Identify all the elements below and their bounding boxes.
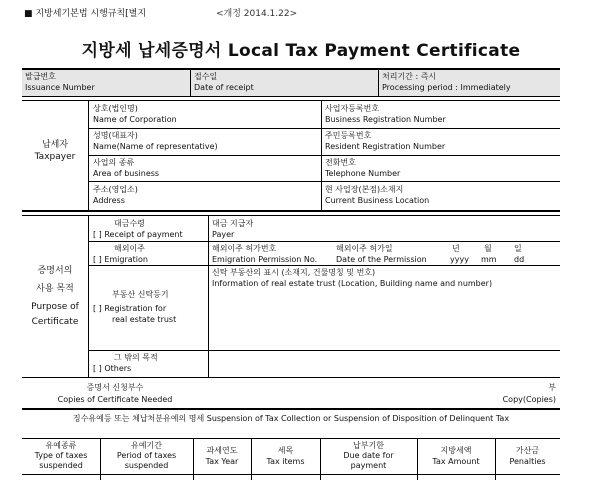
divider bbox=[208, 215, 209, 377]
revision-note: <개정 2014.1.22> bbox=[216, 9, 298, 19]
business-location-en: Current Business Location bbox=[325, 196, 430, 205]
col-due-date-ko: 납부기한 bbox=[353, 441, 384, 450]
divider bbox=[88, 350, 560, 351]
resident-reg-no-en: Resident Registration Number bbox=[325, 142, 446, 151]
copies-label-en: Copies of Certificate Needed bbox=[57, 395, 173, 404]
divider bbox=[22, 215, 560, 216]
divider bbox=[88, 215, 89, 377]
business-area-ko: 사업의 종류 bbox=[93, 158, 135, 167]
receipt-date-label-ko: 접수일 bbox=[194, 72, 218, 81]
suspension-heading: 징수유예등 또는 체납처분유예의 명세 Suspension of Tax Collection or Suspension of Disposition of Delinquent Tax bbox=[72, 414, 510, 423]
payment-receipt-checkbox[interactable]: [ ] Receipt of payment bbox=[93, 230, 183, 239]
emigration-permission-no-ko: 해외이주 허가번호 bbox=[212, 244, 277, 253]
col-suspension-type-en: Type of taxes suspended bbox=[34, 451, 88, 470]
business-reg-no-ko: 사업자등록번호 bbox=[325, 104, 380, 113]
mm-label: mm bbox=[481, 255, 497, 264]
col-tax-amount-en: Tax Amount bbox=[432, 457, 480, 466]
divider bbox=[22, 100, 560, 101]
copies-unit-en: Copy(Copies) bbox=[502, 395, 556, 404]
col-due-date-en: Due date for payment bbox=[343, 451, 394, 470]
emigration-checkbox[interactable]: [ ] Emigration bbox=[93, 255, 148, 264]
year-ko: 년 bbox=[452, 244, 460, 253]
receipt-date-label-en: Date of receipt bbox=[194, 83, 254, 92]
copies-label-ko: 증명서 신청부수 bbox=[86, 383, 144, 392]
corporation-name-ko: 상호(법인명) bbox=[93, 104, 138, 113]
copies-unit-ko: 부 bbox=[548, 383, 556, 392]
payer-label-ko: 대금 지급자 bbox=[212, 219, 254, 228]
trust-info-en: Information of real estate trust (Location, Building name and number) bbox=[212, 279, 493, 288]
processing-period-label-en: Processing period : Immediately bbox=[382, 83, 511, 92]
emigration-permission-date-en: Date of the Permission bbox=[336, 255, 427, 264]
divider bbox=[22, 408, 560, 410]
col-penalties-ko: 가산금 bbox=[515, 446, 540, 455]
emigration-permission-date-ko: 해외이주 허가일 bbox=[336, 244, 393, 253]
corporation-name-en: Name of Corporation bbox=[93, 115, 177, 124]
divider bbox=[22, 96, 560, 97]
col-tax-items-en: Tax items bbox=[266, 457, 305, 466]
day-ko: 일 bbox=[514, 244, 522, 253]
purpose-label-ko-2: 사용 목적 bbox=[36, 284, 74, 294]
other-purpose-checkbox[interactable]: [ ] Others bbox=[93, 364, 132, 373]
purpose-label-en-2: Certificate bbox=[31, 317, 79, 327]
taxpayer-label-en: Taxpayer bbox=[34, 152, 76, 162]
page-title: 지방세 납세증명서 Local Tax Payment Certificate bbox=[81, 41, 521, 61]
issuance-number-label-ko: 발급번호 bbox=[25, 72, 56, 81]
purpose-label-ko-1: 증명서의 bbox=[37, 266, 73, 276]
col-penalties-en: Penalties bbox=[509, 457, 546, 466]
issuance-number-label-en: Issuance Number bbox=[25, 83, 95, 92]
resident-reg-no-ko: 주민등록번호 bbox=[325, 131, 372, 140]
representative-name-ko: 성명(대표자) bbox=[93, 131, 138, 140]
trust-info-ko: 신탁 부동산의 표시 (소재지, 건물명칭 및 번호) bbox=[212, 268, 376, 277]
divider bbox=[88, 128, 560, 129]
address-en: Address bbox=[93, 196, 125, 205]
month-ko: 월 bbox=[484, 244, 492, 253]
business-location-ko: 현 사업장(본점)소재지 bbox=[325, 185, 404, 194]
divider bbox=[22, 377, 560, 378]
business-area-en: Area of business bbox=[93, 169, 160, 178]
col-tax-year-ko: 과세연도 bbox=[206, 446, 238, 455]
divider bbox=[22, 438, 560, 439]
representative-name-en: Name(Name of representative) bbox=[93, 142, 218, 151]
col-tax-amount-ko: 지방세액 bbox=[440, 446, 472, 455]
divider bbox=[378, 70, 379, 96]
purpose-label-en-1: Purpose of bbox=[31, 302, 79, 312]
col-suspension-period-ko: 유예기간 bbox=[131, 441, 162, 450]
emigration-ko: 해외이주 bbox=[114, 244, 145, 253]
col-suspension-period-en: Period of taxes suspended bbox=[116, 451, 177, 470]
emigration-permission-no-en: Emigration Permission No. bbox=[212, 255, 318, 264]
top-border bbox=[22, 68, 560, 70]
col-suspension-type-ko: 유예종류 bbox=[45, 441, 77, 450]
divider bbox=[88, 181, 560, 182]
trust-registration-ko: 부동산 신탁등기 bbox=[112, 290, 169, 299]
business-reg-no-en: Business Registration Number bbox=[325, 115, 446, 124]
law-reference: ■ 지방세기본법 시행규칙[별지 bbox=[24, 9, 147, 19]
other-purpose-ko: 그 밖의 목적 bbox=[114, 353, 158, 362]
divider bbox=[88, 241, 560, 242]
address-ko: 주소(영업소) bbox=[93, 185, 138, 194]
col-tax-year-en: Tax Year bbox=[205, 457, 239, 466]
processing-period-label-ko: 처리기간 : 즉시 bbox=[382, 72, 437, 81]
telephone-en: Telephone Number bbox=[325, 169, 401, 178]
divider bbox=[22, 474, 560, 475]
trust-registration-checkbox[interactable]: [ ] Registration for bbox=[93, 304, 167, 313]
divider bbox=[88, 155, 560, 156]
trust-registration-en: real estate trust bbox=[112, 315, 177, 324]
divider bbox=[190, 70, 191, 96]
taxpayer-label-ko: 납세자 bbox=[41, 140, 69, 150]
divider bbox=[22, 210, 560, 212]
divider bbox=[88, 265, 560, 266]
yyyy-label: yyyy bbox=[450, 255, 469, 264]
payment-receipt-ko: 대금수령 bbox=[114, 219, 145, 228]
dd-label: dd bbox=[514, 255, 525, 264]
col-tax-items-ko: 세목 bbox=[277, 446, 294, 455]
telephone-ko: 전화번호 bbox=[325, 158, 356, 167]
payer-label-en: Payer bbox=[212, 230, 235, 239]
